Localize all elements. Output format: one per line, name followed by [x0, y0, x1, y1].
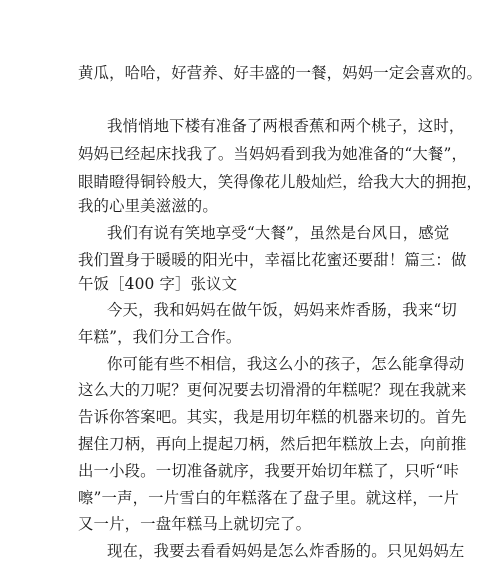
text-line: 午饭［400 字］张议文 — [78, 275, 238, 293]
text-line: 妈妈已经起床找我了。当妈妈看到我为她准备的“大餐”， — [78, 145, 468, 163]
text-line: 握住刀柄，再向上提起刀柄，然后把年糕放上去，向前推 — [78, 435, 467, 453]
text-line: 这么大的刀呢？更何况要去切滑滑的年糕呢？现在我就来 — [78, 381, 467, 399]
text-line: 黄瓜，哈哈，好营养、好丰盛的一餐，妈妈一定会喜欢的。 — [78, 64, 483, 82]
text-line: 我们有说有笑地享受“大餐”，虽然是台风日，感觉 — [107, 224, 450, 242]
text-line: 我的心里美滋滋的。 — [78, 197, 218, 215]
text-line: 年糕”，我们分工合作。 — [78, 328, 242, 346]
text-line: 眼睛瞪得铜铃般大，笑得像花儿般灿烂，给我大大的拥抱， — [78, 173, 483, 191]
text-line: 今天，我和妈妈在做午饭，妈妈来炸香肠，我来“切 — [107, 301, 457, 319]
text-line: 嚓”一声，一片雪白的年糕落在了盘子里。就这样，一片 — [78, 489, 459, 507]
text-line: 现在，我要去看看妈妈是怎么炸香肠的。只见妈妈左 — [107, 542, 465, 560]
text-line: 你可能有些不相信，我这么小的孩子，怎么能拿得动 — [107, 355, 465, 373]
text-line: 我们置身于暖暖的阳光中，幸福比花蜜还要甜！篇三：做 — [78, 251, 467, 269]
text-line: 又一片，一盘年糕马上就切完了。 — [78, 515, 312, 533]
text-line: 出一小段。一切准备就序，我要开始切年糕了，只听“咔 — [78, 462, 459, 480]
text-line: 告诉你答案吧。其实，我是用切年糕的机器来切的。首先 — [78, 408, 467, 426]
text-line: 我悄悄地下楼有准备了两根香蕉和两个桃子，这时， — [107, 117, 465, 135]
